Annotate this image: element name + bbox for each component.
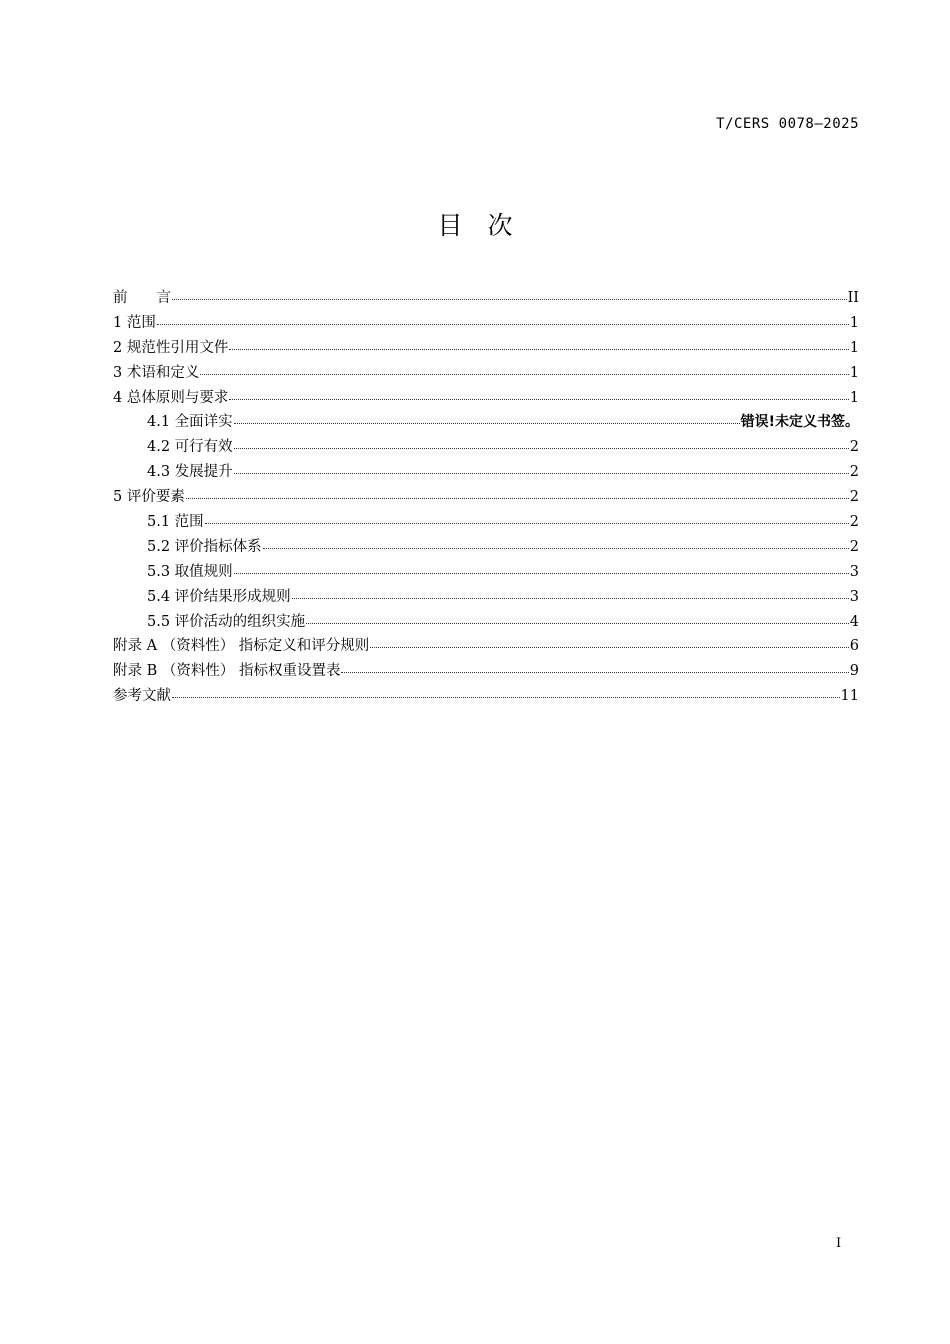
- toc-entry[interactable]: [113, 460, 859, 485]
- toc-entry-page: 1: [849, 389, 859, 406]
- toc-entry[interactable]: [113, 336, 859, 361]
- page-title: 目 次: [437, 211, 513, 240]
- page-number: I: [836, 1236, 842, 1251]
- toc-dot-leader: [234, 562, 849, 576]
- toc-entry-label: 4 总体原则与要求: [113, 389, 229, 406]
- toc-dot-leader: [205, 512, 849, 526]
- toc-dot-leader: [263, 537, 849, 551]
- toc-entry-page: 2: [849, 464, 859, 481]
- toc-entry-label: 2 规范性引用文件: [113, 339, 229, 356]
- toc-entry-page: 2: [849, 538, 859, 555]
- toc-entry[interactable]: [113, 659, 859, 684]
- toc-entry-error-text: 错误!未定义书签。: [740, 414, 859, 431]
- toc-entry-page: 3: [849, 563, 859, 580]
- toc-dot-leader: [172, 686, 840, 700]
- toc-entry-page: 2: [849, 439, 859, 456]
- toc-dot-leader: [229, 388, 848, 402]
- toc-entry[interactable]: [113, 410, 859, 435]
- toc-entry-page: 4: [849, 613, 859, 630]
- toc-dot-leader: [234, 412, 740, 426]
- toc-entry-page: 9: [849, 663, 859, 680]
- toc-entry-label: 4.3 发展提升: [147, 464, 233, 481]
- toc-dot-leader: [157, 313, 849, 327]
- toc-entry[interactable]: [113, 311, 859, 336]
- toc-entry-page: II: [847, 290, 859, 306]
- toc-entry-page: 6: [849, 638, 859, 655]
- toc-entry[interactable]: [113, 535, 859, 560]
- toc-entry-page: 2: [849, 489, 859, 506]
- toc-entry[interactable]: [113, 361, 859, 386]
- toc-entry[interactable]: [113, 386, 859, 411]
- toc-dot-leader: [341, 661, 848, 675]
- toc-entry[interactable]: [113, 634, 859, 659]
- toc-dot-leader: [172, 288, 847, 302]
- toc-entry-label: 5 评价要素: [113, 489, 185, 506]
- toc-entry-label: 5.2 评价指标体系: [147, 538, 262, 555]
- toc-entry-page: 1: [849, 364, 859, 381]
- toc-dot-leader: [292, 587, 849, 601]
- toc-entry-label: 前 言: [113, 290, 171, 306]
- toc-entry-page: 11: [840, 688, 859, 705]
- toc-entry-label: 4.2 可行有效: [147, 439, 233, 456]
- toc-entry[interactable]: [113, 585, 859, 610]
- toc-entry-page: 2: [849, 514, 859, 531]
- toc-entry[interactable]: [113, 610, 859, 635]
- toc-dot-leader: [229, 338, 848, 352]
- toc-entry-label: 参考文献: [113, 688, 171, 705]
- toc-entry-label: 5.4 评价结果形成规则: [147, 588, 291, 605]
- toc-entry[interactable]: [113, 286, 859, 311]
- toc-dot-leader: [234, 437, 849, 451]
- toc-entry-label: 5.3 取值规则: [147, 563, 233, 580]
- toc-dot-leader: [370, 636, 848, 650]
- toc-dot-leader: [306, 612, 849, 626]
- toc-entry-label: 3 术语和定义: [113, 364, 200, 381]
- toc-entry-label: 5.1 范围: [147, 514, 204, 531]
- toc-entry[interactable]: [113, 510, 859, 535]
- toc-entry-label: 5.5 评价活动的组织实施: [147, 613, 306, 630]
- toc-dot-leader: [200, 363, 848, 377]
- toc-entry[interactable]: [113, 560, 859, 585]
- toc-entry[interactable]: [113, 684, 859, 709]
- toc-entry[interactable]: [113, 435, 859, 460]
- table-of-contents: [113, 286, 859, 709]
- toc-entry-page: 3: [849, 588, 859, 605]
- toc-entry-label: 4.1 全面详实: [147, 414, 233, 431]
- toc-dot-leader: [234, 462, 849, 476]
- toc-entry-label: 1 范围: [113, 314, 156, 331]
- toc-entry-page: 1: [849, 339, 859, 356]
- toc-dot-leader: [186, 487, 849, 501]
- document-code: T/CERS 0078—2025: [716, 116, 859, 132]
- toc-entry-page: 1: [849, 314, 859, 331]
- toc-entry[interactable]: [113, 485, 859, 510]
- toc-entry-label: 附录 A （资料性） 指标定义和评分规则: [113, 638, 370, 655]
- toc-entry-label: 附录 B （资料性） 指标权重设置表: [113, 663, 341, 680]
